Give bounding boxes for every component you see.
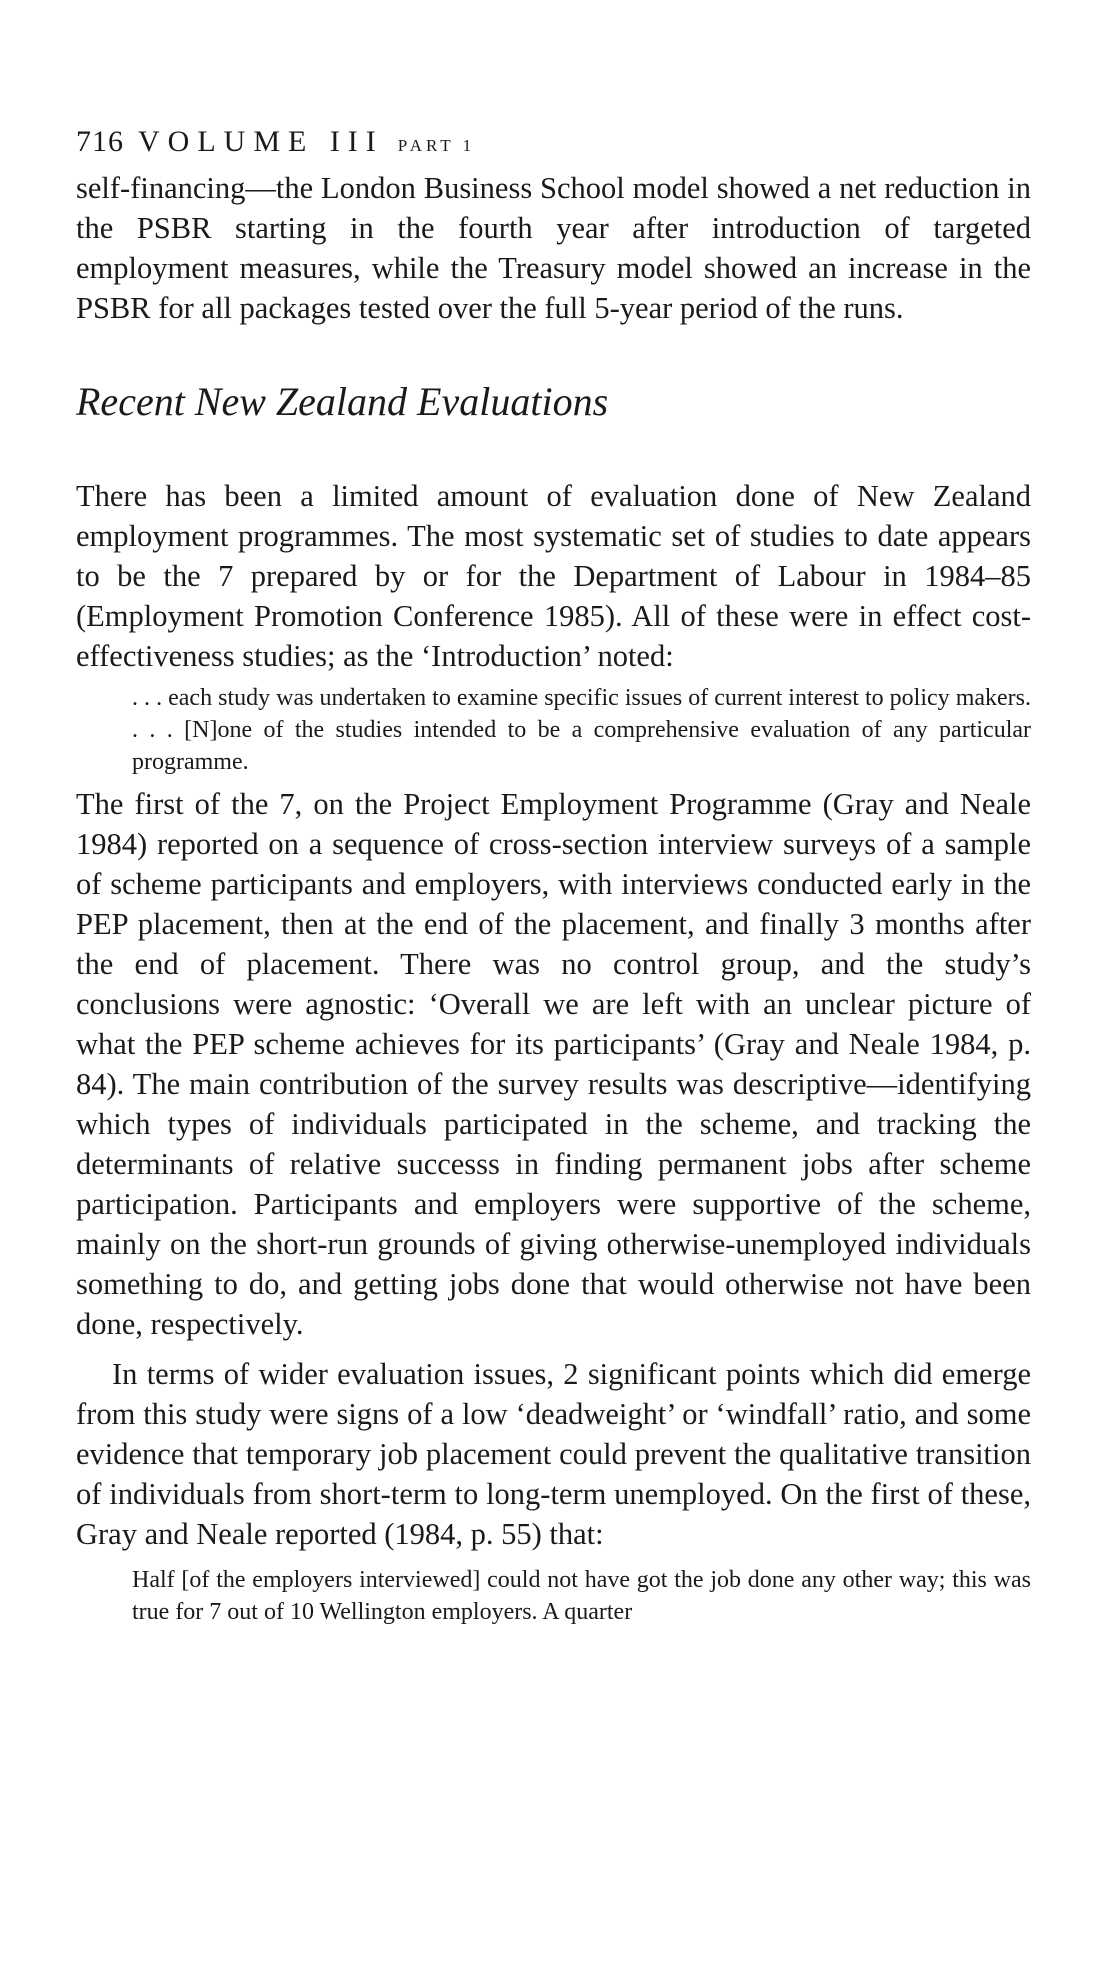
running-head bbox=[76, 124, 1031, 168]
part-label: PART 1 bbox=[397, 136, 476, 155]
page-number: 716 bbox=[76, 125, 124, 158]
spacer bbox=[76, 1344, 1031, 1354]
section-heading: Recent New Zealand Evaluations bbox=[76, 379, 609, 424]
block-quote-1: . . . each study was undertaken to examine specific issues of current interest to policy makers. . . . [N]one of the studies intended to be a comprehensive evaluation of any particular programme. bbox=[132, 685, 1031, 775]
body-paragraph-2: There has been a limited amount of evaluation done of New Zealand employment programmes. The most systematic set of studies to date appears to be the 7 prepared by or for the Department of Labour in 1984–85 (Employment Promotion Conference 1985). All of these were in effect cost-effectiveness studies; as the ‘Introduction’ noted: bbox=[76, 479, 1031, 673]
body-paragraph-4: In terms of wider evaluation issues, 2 significant points which did emerge from this study were signs of a low ‘deadweight’ or ‘windfall’ ratio, and some evidence that temporary job placement could prevent the qualitative transition of individuals from short-term to long-term unemployed. On the first of these, Gray and Neale reported (1984, p. 55) that: bbox=[76, 1357, 1031, 1551]
spacer bbox=[76, 1554, 1031, 1564]
body-paragraph-1: self-financing—the London Business School model showed a net reduction in the PSBR starting in the fourth year after introduction of targeted employment measures, while the Treasury model showed an increase in the PSBR for all packages tested over the full 5-year period of the runs. bbox=[76, 171, 1031, 325]
body-paragraph-3: The first of the 7, on the Project Employment Programme (Gray and Neale 1984) reported on a sequence of cross-section interview surveys of a sample of scheme participants and employers, with interviews conducted early in the PEP placement, then at the end of the placement, and finally 3 months after the end of placement. There was no control group, and the study’s conclusions were agnostic: ‘Overall we are left with an unclear picture of what the PEP scheme achieves for its participants’ (Gray and Neale 1984, p. 84). The main contribution of the survey results was descriptive—identifying which types of individuals participated in the scheme, and tracking the determinants of relative successs in finding permanent jobs after scheme participation. Participants and employers were supportive of the scheme, mainly on the short-run grounds of giving otherwise-unemployed individuals something to do, and getting jobs done that would otherwise not have been done, respectively. bbox=[76, 787, 1031, 1341]
book-page bbox=[76, 124, 1031, 1628]
block-quote-2: Half [of the employers interviewed] could not have got the job done any other way; this was true for 7 out of 10 Wellington employers. A quarter bbox=[132, 1567, 1031, 1625]
volume-label: VOLUME III bbox=[138, 125, 384, 158]
